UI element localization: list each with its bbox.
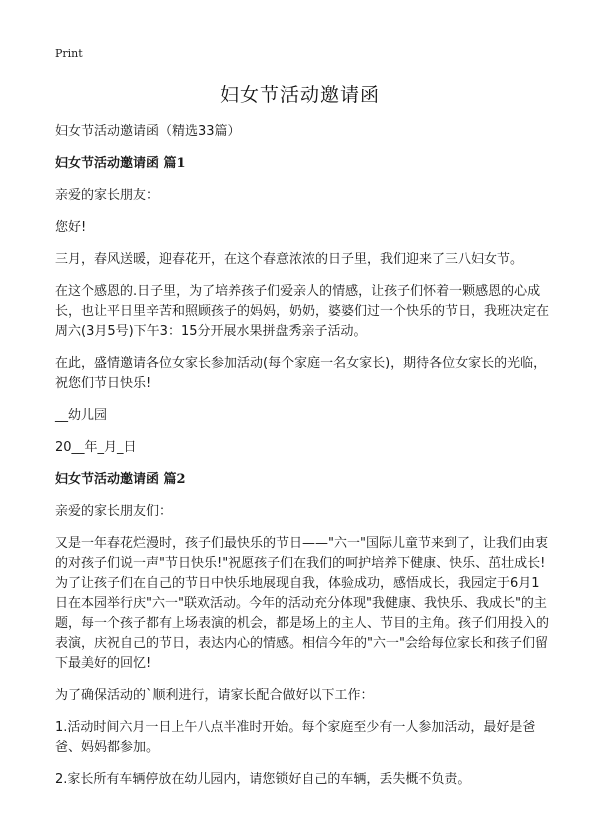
page-title: 妇女节活动邀请函 — [219, 84, 380, 106]
paragraph: 又是一年春花烂漫时，孩子们最快乐的节日——"六一"国际儿童节来到了，让我们由衷的对孩子们说一声"节日快乐!"祝愿孩子们在我们的呵护培养下健康、快乐、茁壮成长!为了让孩子们在自己的节日中快乐地展现自我，体验成功，感悟成长，我园定于6月1日在本园举行庆"六一"联欢活动。今年的活动充分体现"我健康、我快乐、我成长"的主题，每一个孩子都有上场表演的机会，都是场上的主人、节目的主角。孩子们用投入的表演，庆祝自己的节日，表达内心的情感。相信今年的"六一"会给每位家长和孩子们留下最美好的回忆! — [55, 536, 550, 671]
document-subtitle: 妇女节活动邀请函（精选33篇） — [55, 124, 241, 139]
section-heading: 妇女节活动邀请函 篇1 — [55, 156, 186, 171]
paragraph: 三月，春风送暖，迎春花开，在这个春意浓浓的日子里，我们迎来了三八妇女节。 — [55, 252, 524, 267]
paragraph: 亲爱的家长朋友： — [55, 188, 160, 203]
paragraph: 在此，盛情邀请各位女家长参加活动(每个家庭一名女家长)，期待各位女家长的光临，祝您们节日快乐! — [55, 356, 547, 391]
paragraph: 亲爱的家长朋友们： — [55, 504, 173, 519]
section-heading: 妇女节活动邀请函 篇2 — [55, 472, 186, 487]
paragraph: 为了确保活动的`顺利进行，请家长配合做好以下工作： — [55, 688, 374, 703]
paragraph: 在这个感恩的.日子里，为了培养孩子们爱亲人的情感，让孩子们怀着一颗感恩的心成长，也让平日里辛苦和照顾孩子的妈妈，奶奶，婆婆们过一个快乐的节日，我班决定在周六(3月5号)下午3：15分开展水果拼盘秀亲子活动。 — [55, 284, 550, 339]
document-body — [55, 122, 550, 802]
paragraph: 2.家长所有车辆停放在幼儿园内，请您锁好自己的车辆，丢失概不负责。 — [55, 772, 471, 787]
print-label: Print — [55, 47, 83, 60]
paragraph: 1.活动时间六月一日上午八点半准时开始。每个家庭至少有一人参加活动，最好是爸爸、妈妈都参加。 — [55, 720, 536, 755]
paragraph: 20__年_月_日 — [55, 440, 137, 455]
paragraph: __幼儿园 — [55, 408, 108, 423]
paragraph: 您好! — [55, 220, 87, 235]
